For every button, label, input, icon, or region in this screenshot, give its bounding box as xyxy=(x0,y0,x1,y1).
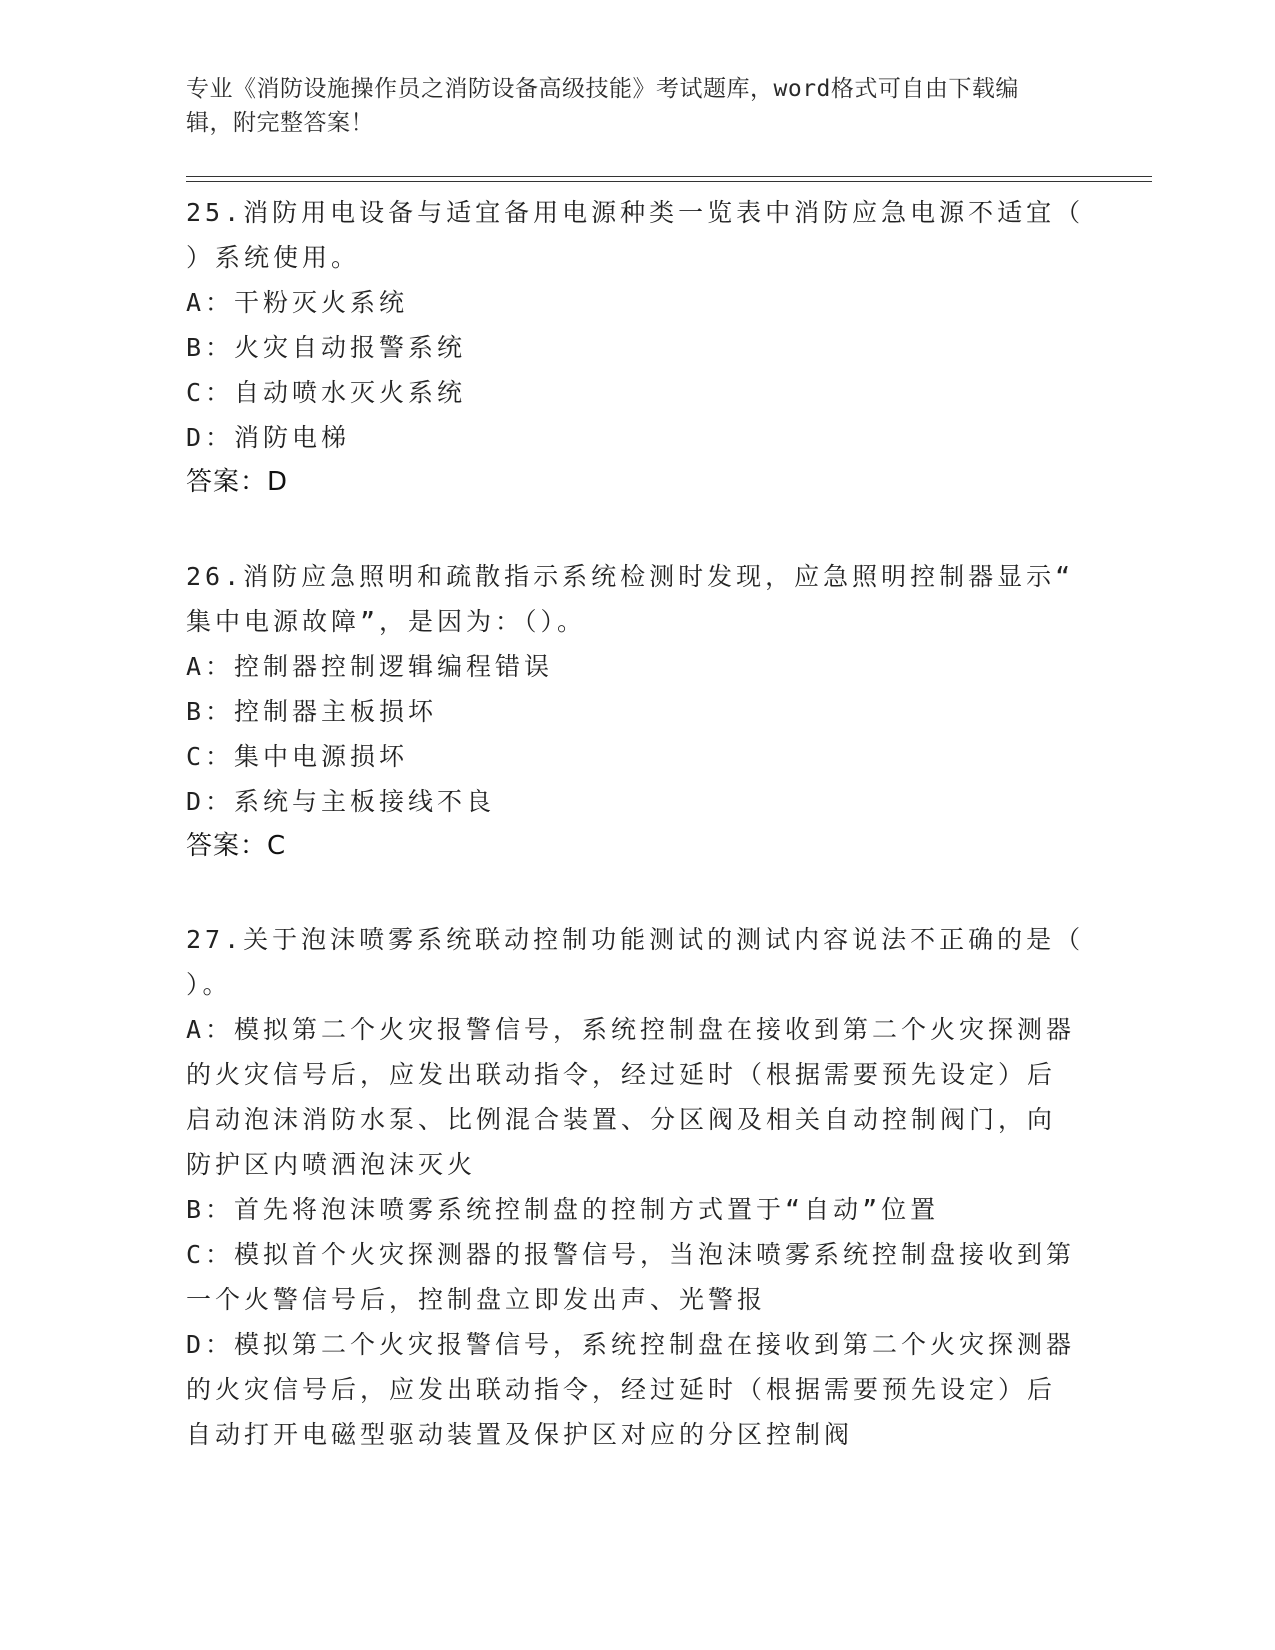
question-stem-line: ）系统使用。 xyxy=(186,243,361,272)
header-line-1: 专业《消防设施操作员之消防设备高级技能》考试题库，word格式可自由下载编 xyxy=(186,76,1019,102)
option-c: C：模拟首个火灾探测器的报警信号，当泡沫喷雾系统控制盘接收到第 xyxy=(186,1240,1076,1269)
option-a-continued: 启动泡沫消防水泵、比例混合装置、分区阀及相关自动控制阀门，向 xyxy=(186,1105,1057,1134)
question-25 xyxy=(186,190,1086,505)
option-d: D：消防电梯 xyxy=(186,423,351,452)
header-line-2: 辑，附完整答案！ xyxy=(186,110,374,136)
option-d-continued: 自动打开电磁型驱动装置及保护区对应的分区控制阀 xyxy=(186,1420,854,1449)
option-d: D：系统与主板接线不良 xyxy=(186,787,496,816)
answer-line: 答案：D xyxy=(186,467,289,497)
option-c: C：自动喷水灭火系统 xyxy=(186,378,467,407)
question-27 xyxy=(186,917,1086,1457)
option-a: A：干粉灭火系统 xyxy=(186,288,409,317)
option-b: B：控制器主板损坏 xyxy=(186,697,438,726)
option-b: B：火灾自动报警系统 xyxy=(186,333,467,362)
question-26 xyxy=(186,554,1086,869)
answer-line: 答案：C xyxy=(186,831,287,861)
header-divider-top xyxy=(186,176,1152,177)
option-c: C：集中电源损坏 xyxy=(186,742,409,771)
option-a: A：控制器控制逻辑编程错误 xyxy=(186,652,554,681)
option-c-continued: 一个火警信号后，控制盘立即发出声、光警报 xyxy=(186,1285,767,1314)
option-d: D：模拟第二个火灾报警信号，系统控制盘在接收到第二个火灾探测器 xyxy=(186,1330,1076,1359)
question-stem-line: 26.消防应急照明和疏散指示系统检测时发现，应急照明控制器显示“ xyxy=(186,562,1075,591)
question-stem-line: 集中电源故障”，是因为：（）。 xyxy=(186,607,587,636)
question-stem-line: ）。 xyxy=(186,970,232,999)
option-b: B：首先将泡沫喷雾系统控制盘的控制方式置于“自动”位置 xyxy=(186,1195,940,1224)
document-header xyxy=(186,72,1066,140)
option-d-continued: 的火灾信号后，应发出联动指令，经过延时（根据需要预先设定）后 xyxy=(186,1375,1057,1404)
option-a-continued: 的火灾信号后，应发出联动指令，经过延时（根据需要预先设定）后 xyxy=(186,1060,1057,1089)
question-stem-line: 27.关于泡沫喷雾系统联动控制功能测试的测试内容说法不正确的是（ xyxy=(186,925,1085,954)
option-a: A：模拟第二个火灾报警信号，系统控制盘在接收到第二个火灾探测器 xyxy=(186,1015,1076,1044)
option-a-continued: 防护区内喷洒泡沫灭火 xyxy=(186,1150,477,1179)
header-divider-bottom xyxy=(186,181,1152,182)
question-stem-line: 25.消防用电设备与适宜备用电源种类一览表中消防应急电源不适宜（ xyxy=(186,198,1085,227)
